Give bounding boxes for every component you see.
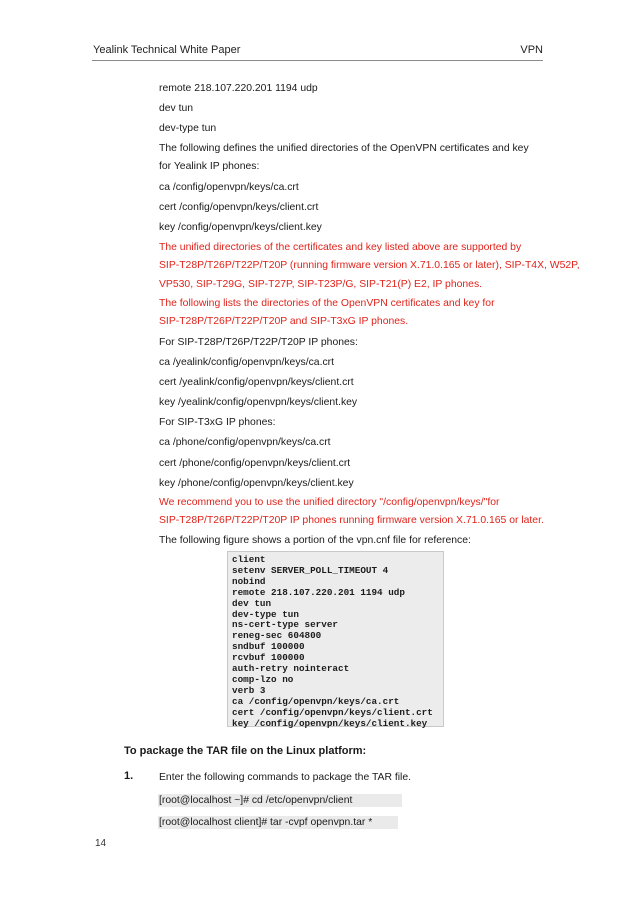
code-line: sndbuf 100000: [232, 641, 305, 653]
config-figure: [227, 551, 444, 727]
config-code: [232, 555, 443, 730]
body-line: dev-type tun: [159, 123, 217, 134]
note-line: SIP-T28P/T26P/T22P/T20P IP phones running firmware version X.71.0.165 or later.: [159, 515, 544, 526]
body-line: For SIP-T3xG IP phones:: [159, 417, 276, 428]
code-line: remote 218.107.220.201 1194 udp: [232, 586, 405, 598]
step-number: 1.: [124, 770, 134, 782]
body-line: key /config/openvpn/keys/client.key: [159, 222, 322, 233]
note-line: SIP-T28P/T26P/T22P/T20P and SIP-T3xG IP phones.: [159, 316, 409, 327]
body-line: The following figure shows a portion of the vpn.cnf file for reference:: [159, 535, 471, 546]
command-line: [root@localhost ~]# cd /etc/openvpn/client: [159, 795, 353, 806]
code-line: nobind: [232, 575, 266, 587]
note-line: VP530, SIP-T29G, SIP-T27P, SIP-T23P/G, SIP-T21(P) E2, IP phones.: [159, 279, 483, 290]
page-number: 14: [95, 838, 107, 849]
code-line: auth-retry nointeract: [232, 663, 350, 675]
code-line: ns-cert-type server: [232, 619, 339, 631]
body-line: remote 218.107.220.201 1194 udp: [159, 83, 318, 94]
procedure-title: To package the TAR file on the Linux platform:: [124, 745, 367, 757]
body-line: ca /yealink/config/openvpn/keys/ca.crt: [159, 357, 335, 368]
header-section: VPN: [520, 44, 543, 56]
body-line: cert /config/openvpn/keys/client.crt: [159, 202, 319, 213]
code-line: verb 3: [232, 684, 266, 696]
step-text: Enter the following commands to package the TAR file.: [159, 772, 412, 783]
body-line: ca /config/openvpn/keys/ca.crt: [159, 182, 299, 193]
code-line: client: [232, 554, 266, 565]
code-line: dev tun: [232, 597, 272, 609]
header-rule: [92, 60, 543, 61]
note-line: The following lists the directories of the OpenVPN certificates and key for: [159, 298, 495, 309]
body-line: For SIP-T28P/T26P/T22P/T20P IP phones:: [159, 337, 358, 348]
note-line: The unified directories of the certificates and key listed above are supported by: [159, 242, 522, 253]
body-line: key /phone/config/openvpn/keys/client.key: [159, 478, 354, 489]
body-line: cert /phone/config/openvpn/keys/client.crt: [159, 458, 351, 469]
code-line: reneg-sec 604800: [232, 630, 322, 642]
code-line: rcvbuf 100000: [232, 652, 305, 664]
note-line: SIP-T28P/T26P/T22P/T20P (running firmware version X.71.0.165 or later), SIP-T4X, W52P,: [159, 260, 580, 271]
code-line: comp-lzo no: [232, 673, 294, 685]
body-line: cert /yealink/config/openvpn/keys/client.crt: [159, 377, 354, 388]
body-line: dev tun: [159, 103, 194, 114]
header-title: Yealink Technical White Paper: [93, 44, 241, 56]
code-line: cert /config/openvpn/keys/client.crt: [232, 706, 433, 718]
code-line: setenv SERVER_POLL_TIMEOUT 4: [232, 564, 389, 576]
code-line: dev-type tun: [232, 608, 299, 620]
body-line: The following defines the unified directories of the OpenVPN certificates and key: [159, 143, 529, 154]
note-line: We recommend you to use the unified directory "/config/openvpn/keys/"for: [159, 497, 500, 508]
command-line: [root@localhost client]# tar -cvpf openvpn.tar *: [159, 817, 373, 828]
body-line: ca /phone/config/openvpn/keys/ca.crt: [159, 437, 331, 448]
body-line: for Yealink IP phones:: [159, 161, 260, 172]
code-line: ca /config/openvpn/keys/ca.crt: [232, 695, 400, 707]
code-line: key /config/openvpn/keys/client.key: [232, 717, 428, 729]
body-line: key /yealink/config/openvpn/keys/client.key: [159, 397, 358, 408]
